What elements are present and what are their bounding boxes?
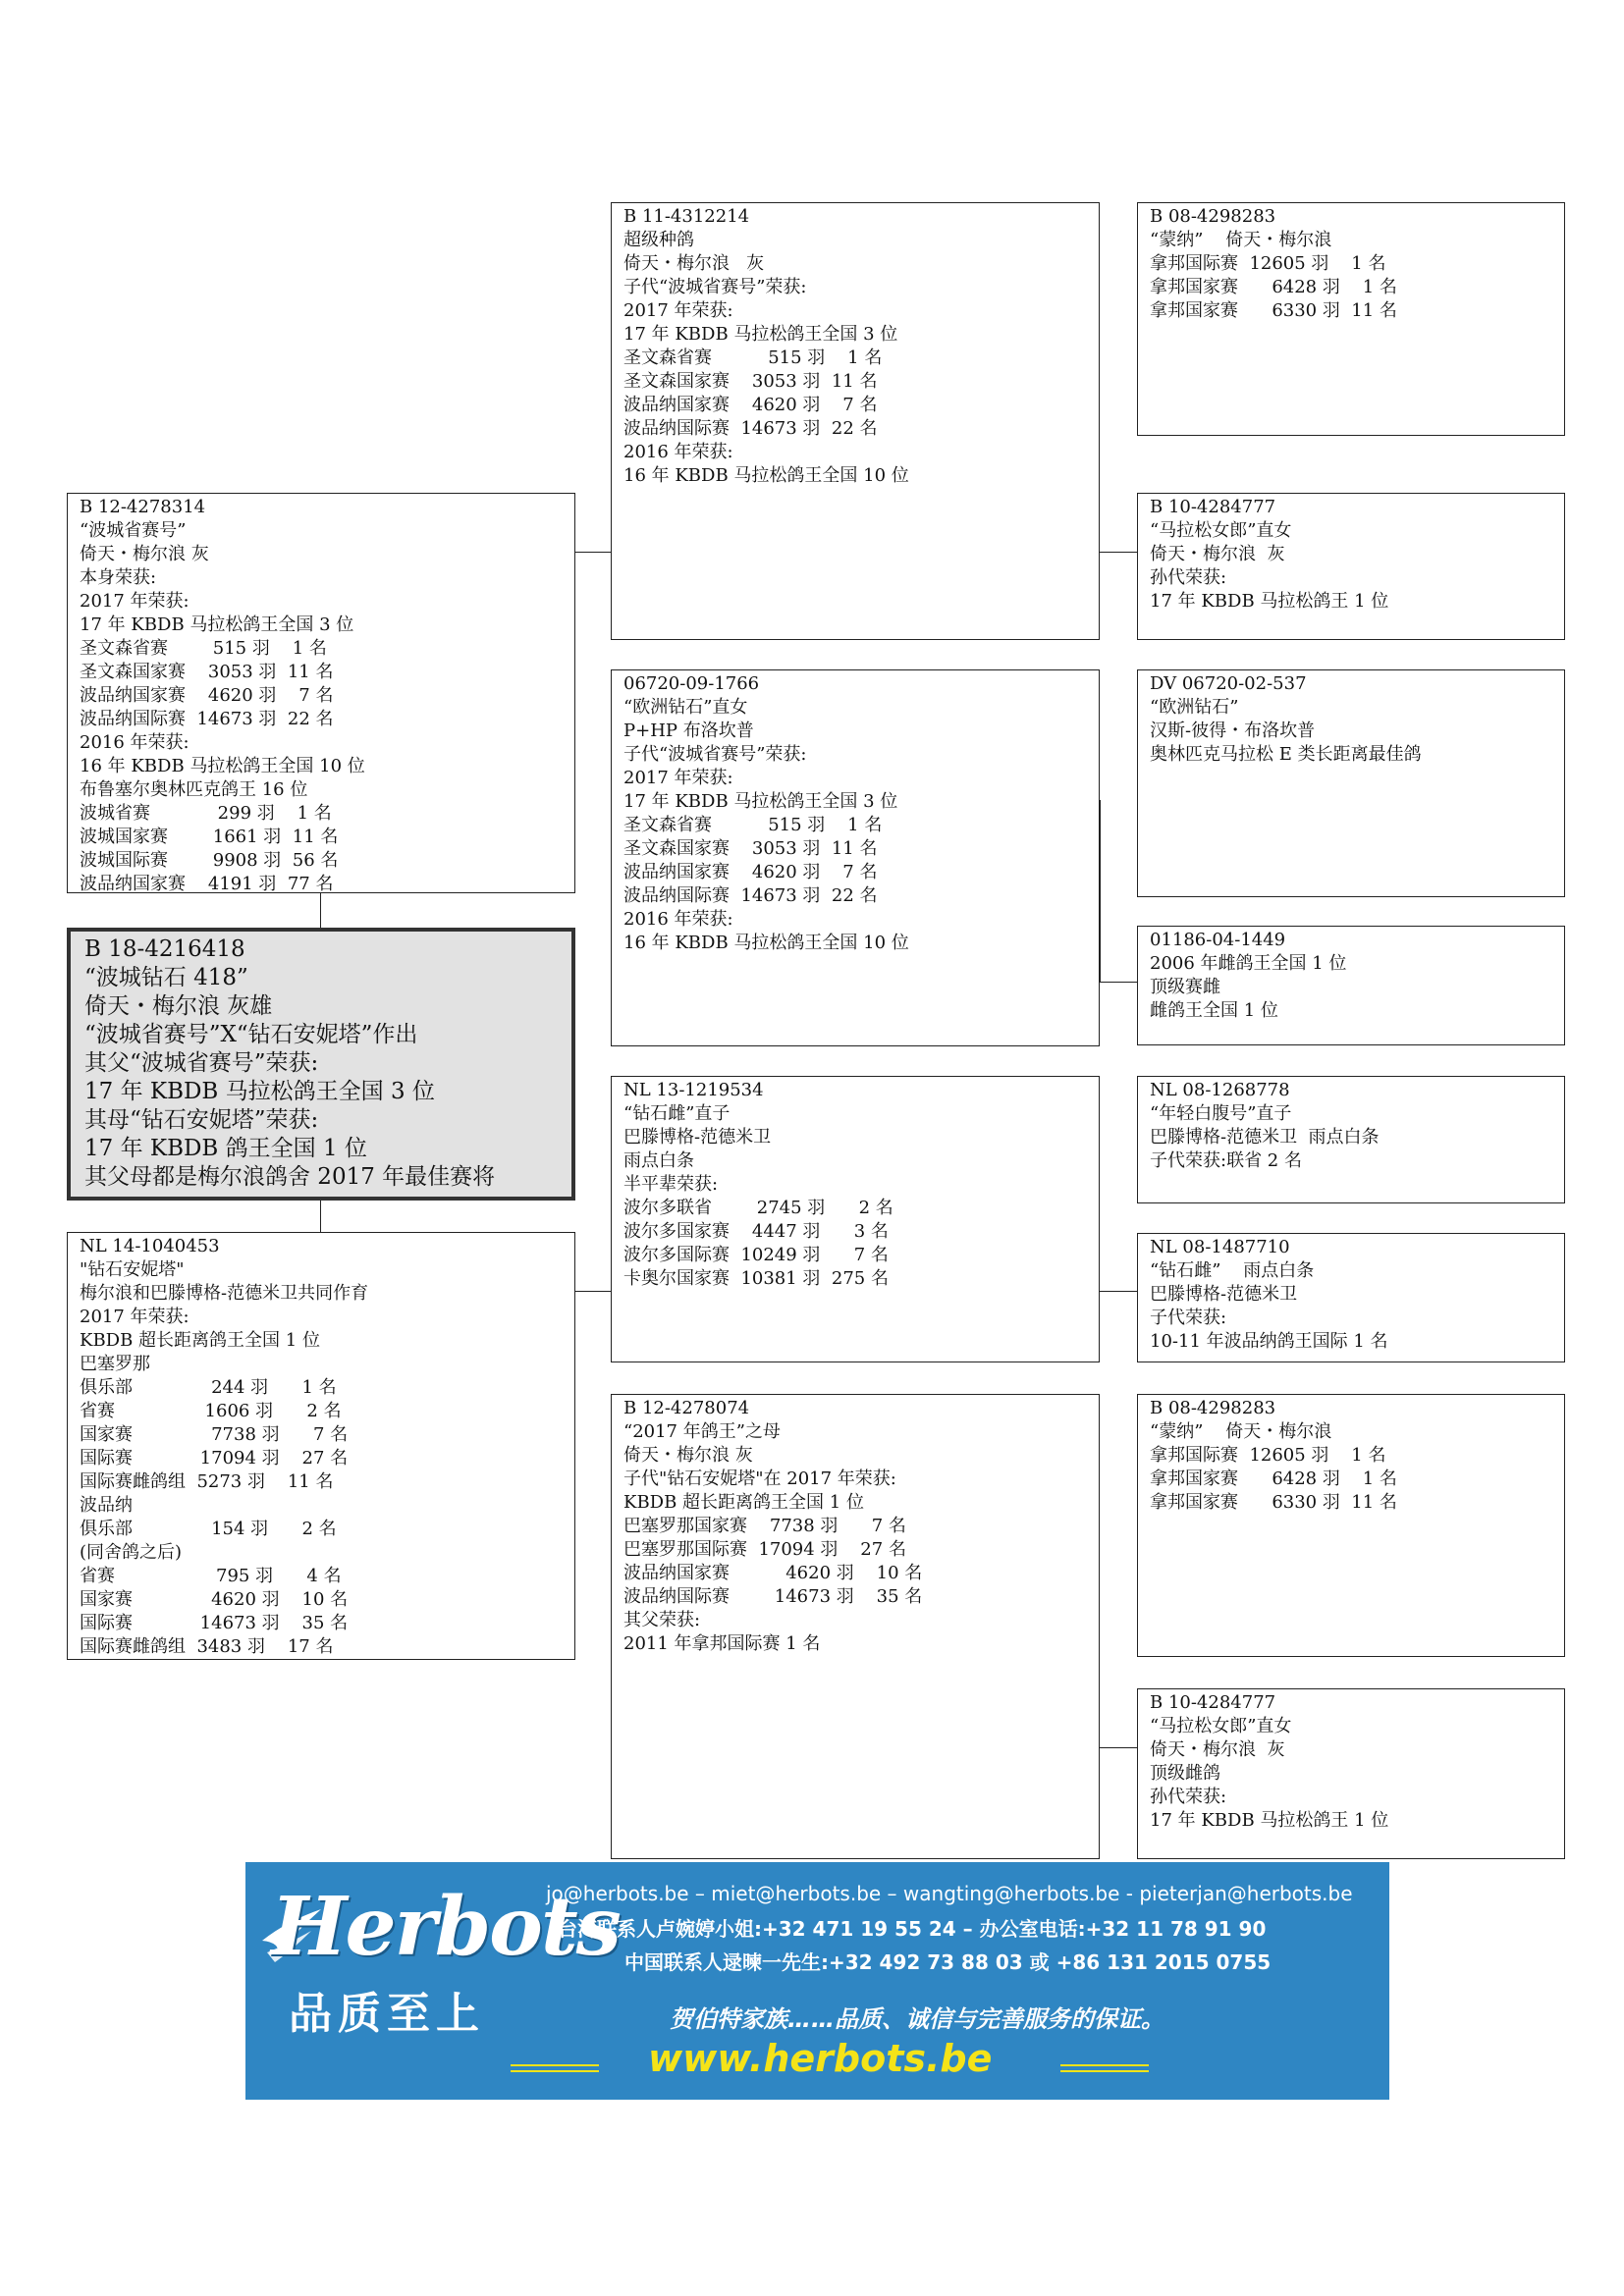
- info-line: 巴塞罗那: [80, 1354, 150, 1374]
- info-line: 波品纳国家赛 4620 羽 10 名: [623, 1563, 923, 1583]
- ring-number: B 08-4298283: [1150, 1398, 1276, 1418]
- info-line: 圣文森国家赛 3053 羽 11 名: [623, 371, 878, 392]
- info-line: 省赛 795 羽 4 名: [80, 1566, 342, 1586]
- info-line: 倚天・梅尔浪 灰: [80, 544, 209, 564]
- info-line: P+HP 布洛坎普: [623, 721, 754, 741]
- ring-number: 06720-09-1766: [623, 673, 760, 694]
- ring-number: B 11-4312214: [623, 206, 750, 227]
- info-line: “钻石雌”直子: [623, 1103, 731, 1124]
- info-line: 倚天・梅尔浪 灰: [1150, 1739, 1285, 1760]
- info-line: 波城国家赛 1661 羽 11 名: [80, 827, 339, 847]
- info-line: 2016 年荣获:: [623, 442, 733, 462]
- pigeon-name: "钻石安妮塔": [80, 1259, 185, 1280]
- info-line: 俱乐部 244 羽 1 名: [80, 1377, 337, 1398]
- info-line: 波品纳: [80, 1495, 133, 1516]
- info-line: 拿邦国际赛 12605 羽 1 名: [1150, 253, 1386, 274]
- info-line: 本身荣获:: [80, 567, 157, 588]
- info-line: “欧洲钻石”直女: [623, 697, 748, 718]
- info-line: 2017 年荣获:: [623, 768, 733, 788]
- info-line: 拿邦国家赛 6330 羽 11 名: [1150, 300, 1397, 321]
- info-line: 子代荣获:联省 2 名: [1150, 1150, 1302, 1171]
- info-line: 雨点白条: [623, 1150, 694, 1171]
- ring-number: B 10-4284777: [1150, 1692, 1276, 1713]
- info-line: “钻石雌” 雨点白条: [1150, 1260, 1315, 1281]
- ring-number: NL 14-1040453: [80, 1236, 220, 1256]
- info-line: 波品纳国家赛 4620 羽 7 名: [623, 862, 878, 882]
- info-line: 波尔多联省 2745 羽 2 名: [623, 1198, 893, 1218]
- subject-pigeon-card: [67, 928, 575, 1201]
- info-line: 国际赛雌鸽组 3483 羽 17 名: [80, 1636, 334, 1657]
- advertisement-banner: [245, 1862, 1389, 2100]
- info-line: 波品纳国际赛 14673 羽 22 名: [623, 885, 878, 906]
- info-line: 16 年 KBDB 马拉松鸽王全国 10 位: [623, 933, 909, 953]
- info-line: 2017 年荣获:: [623, 300, 733, 321]
- brand-logo: Herbots: [271, 1880, 620, 1974]
- info-line: 子代荣获:: [1150, 1308, 1227, 1328]
- info-line: “蒙纳” 倚天・梅尔浪: [1150, 230, 1332, 250]
- info-line: 汉斯-彼得・布洛坎普: [1150, 721, 1316, 741]
- info-line: 卡奥尔国家赛 10381 羽 275 名: [623, 1268, 889, 1289]
- ring-number: NL 08-1268778: [1150, 1080, 1290, 1100]
- info-line: 2016 年荣获:: [80, 732, 189, 753]
- info-line: KBDB 超长距离鸽王全国 1 位: [623, 1492, 864, 1513]
- info-line: 波品纳国家赛 4191 羽 77 名: [80, 874, 334, 894]
- info-line: 子代"钻石安妮塔"在 2017 年荣获:: [623, 1468, 896, 1489]
- info-line: (同舍鸽之后): [80, 1542, 183, 1563]
- dam-sire-card: [611, 1076, 1100, 1362]
- info-line: 圣文森省赛 515 羽 1 名: [623, 347, 883, 368]
- info-line: 巴塞罗那国际赛 17094 羽 27 名: [623, 1539, 906, 1560]
- connector-sire-branch: [573, 552, 611, 553]
- info-line: 16 年 KBDB 马拉松鸽王全国 10 位: [623, 465, 909, 486]
- info-line: 倚天・梅尔浪 灰: [623, 1445, 753, 1466]
- info-line: 顶级雌鸽: [1150, 1763, 1220, 1784]
- dd-sire-card: [1137, 1394, 1565, 1657]
- info-line: 波品纳国家赛 4620 羽 7 名: [80, 685, 334, 706]
- email-addresses: jo@herbots.be – miet@herbots.be – wangting@herbots.be - pieterjan@herbots.be: [546, 1882, 1353, 1905]
- info-line: 圣文森省赛 515 羽 1 名: [623, 815, 883, 835]
- info-line: 17 年 KBDB 马拉松鸽王全国 3 位: [80, 614, 354, 635]
- info-line: 2017 年荣获:: [80, 591, 189, 612]
- info-line: 省赛 1606 羽 2 名: [80, 1401, 342, 1421]
- dam-dam-card: [611, 1394, 1100, 1859]
- taiwan-contact: 台湾联系人卢婉婷小姐:+32 471 19 55 24 – 办公室电话:+32 11 78 91 90: [558, 1917, 1267, 1941]
- info-line: 半平辈荣获:: [623, 1174, 719, 1195]
- info-line: “蒙纳” 倚天・梅尔浪: [1150, 1421, 1332, 1442]
- ring-number: 01186-04-1449: [1150, 930, 1286, 950]
- slogan: 品质至上: [289, 1989, 485, 2039]
- info-line: 波城省赛 299 羽 1 名: [80, 803, 332, 824]
- ds-sire-card: [1137, 1076, 1565, 1203]
- info-line: 拿邦国际赛 12605 羽 1 名: [1150, 1445, 1386, 1466]
- info-line: 10-11 年波品纳鸽王国际 1 名: [1150, 1331, 1388, 1352]
- ring-number: B 12-4278074: [623, 1398, 750, 1418]
- ring-number: DV 06720-02-537: [1150, 673, 1307, 694]
- info-line: 其父母都是梅尔浪鸽舍 2017 年最佳赛将: [84, 1164, 496, 1190]
- ring-number: NL 13-1219534: [623, 1080, 764, 1100]
- info-line: 17 年 KBDB 马拉松鸽王全国 3 位: [623, 791, 898, 812]
- info-line: 波城国际赛 9908 羽 56 名: [80, 850, 339, 871]
- info-line: 17 年 KBDB 马拉松鸽王全国 3 位: [84, 1079, 435, 1104]
- sire-dam-card: [611, 669, 1100, 1046]
- info-line: 子代“波城省赛号”荣获:: [623, 744, 807, 765]
- info-line: “马拉松女郎”直女: [1150, 1716, 1292, 1736]
- ds-dam-card: [1137, 1233, 1565, 1362]
- info-line: 波品纳国际赛 14673 羽 22 名: [80, 709, 334, 729]
- info-line: 17 年 KBDB 马拉松鸽王 1 位: [1150, 1810, 1389, 1831]
- info-line: 16 年 KBDB 马拉松鸽王全国 10 位: [80, 756, 365, 776]
- info-line: “2017 年鸽王”之母: [623, 1421, 781, 1442]
- info-line: 圣文森省赛 515 羽 1 名: [80, 638, 327, 659]
- ss-sire-card: [1137, 202, 1565, 436]
- pigeon-name: “波城省赛号”: [80, 520, 187, 541]
- info-line: 国际赛 14673 羽 35 名: [80, 1613, 349, 1633]
- info-line: 顶级赛雌: [1150, 977, 1220, 997]
- connector-sd-branch: [1100, 982, 1137, 983]
- info-line: 孙代荣获:: [1150, 1787, 1227, 1807]
- info-line: 巴滕博格-范德米卫: [1150, 1284, 1298, 1305]
- connector-subject-sire: [320, 893, 321, 928]
- sire-sire-card: [611, 202, 1100, 640]
- info-line: 孙代荣获:: [1150, 567, 1227, 588]
- info-line: 子代“波城省赛号”荣获:: [623, 277, 807, 297]
- motto: 贺伯特家族……品质、诚信与完善服务的保证。: [670, 2005, 1164, 2033]
- info-line: 2011 年拿邦国际赛 1 名: [623, 1633, 821, 1654]
- info-line: 其父荣获:: [623, 1610, 701, 1630]
- info-line: 波尔多国际赛 10249 羽 7 名: [623, 1245, 889, 1265]
- info-line: 2017 年荣获:: [80, 1307, 189, 1327]
- sd-sire-card: [1137, 669, 1565, 897]
- dam-card: [67, 1232, 575, 1660]
- ss-dam-card: [1137, 493, 1565, 640]
- sd-dam-card: [1137, 926, 1565, 1045]
- info-line: 波品纳国际赛 14673 羽 35 名: [623, 1586, 923, 1607]
- info-line: 倚天・梅尔浪 灰: [623, 253, 765, 274]
- decorative-line-left: [511, 2064, 599, 2066]
- breeder-color: 倚天・梅尔浪 灰雄: [84, 993, 273, 1019]
- info-line: “年轻白腹号”直子: [1150, 1103, 1292, 1124]
- info-line: 俱乐部 154 羽 2 名: [80, 1519, 337, 1539]
- info-line: 其父“波城省赛号”荣获:: [84, 1050, 319, 1076]
- info-line: 梅尔浪和巴滕博格-范德米卫共同作育: [80, 1283, 369, 1304]
- connector-sd-vertical: [1100, 800, 1101, 982]
- dd-dam-card: [1137, 1688, 1565, 1859]
- info-line: 国家赛 7738 羽 7 名: [80, 1424, 349, 1445]
- sire-card: [67, 493, 575, 893]
- info-line: 其母“钻石安妮塔”荣获:: [84, 1107, 319, 1133]
- info-line: 国家赛 4620 羽 10 名: [80, 1589, 349, 1610]
- ring-number: NL 08-1487710: [1150, 1237, 1290, 1257]
- info-line: 拿邦国家赛 6330 羽 11 名: [1150, 1492, 1397, 1513]
- ring-number: B 10-4284777: [1150, 497, 1276, 517]
- info-line: 波品纳国家赛 4620 羽 7 名: [623, 395, 878, 415]
- ring-number: B 12-4278314: [80, 497, 206, 517]
- decorative-line-right: [1060, 2064, 1149, 2066]
- connector-ss-branch: [1100, 552, 1137, 553]
- info-line: 国际赛雌鸽组 5273 羽 11 名: [80, 1471, 334, 1492]
- connector-dam-branch: [573, 1291, 611, 1292]
- info-line: 圣文森国家赛 3053 羽 11 名: [80, 662, 334, 682]
- connector-subject-dam: [320, 1200, 321, 1232]
- info-line: 波尔多国家赛 4447 羽 3 名: [623, 1221, 889, 1242]
- info-line: “欧洲钻石”: [1150, 697, 1239, 718]
- info-line: 圣文森国家赛 3053 羽 11 名: [623, 838, 878, 859]
- info-line: 奥林匹克马拉松 E 类长距离最佳鸽: [1150, 744, 1422, 765]
- info-line: 倚天・梅尔浪 灰: [1150, 544, 1285, 564]
- info-line: 2006 年雌鸽王全国 1 位: [1150, 953, 1347, 974]
- china-contact: 中国联系人逯暕一先生:+32 492 73 88 03 或 +86 131 2015 0755: [624, 1950, 1272, 1974]
- info-line: 布鲁塞尔奥林匹克鸽王 16 位: [80, 779, 308, 800]
- info-line: 17 年 KBDB 马拉松鸽王全国 3 位: [623, 324, 898, 345]
- info-line: 拿邦国家赛 6428 羽 1 名: [1150, 277, 1397, 297]
- website-link[interactable]: www.herbots.be: [648, 2037, 993, 2080]
- info-line: 17 年 KBDB 马拉松鸽王 1 位: [1150, 591, 1389, 612]
- connector-dd-branch: [1100, 1747, 1137, 1748]
- ring-number: B 08-4298283: [1150, 206, 1276, 227]
- ring-number: B 18-4216418: [84, 936, 245, 962]
- info-line: 波品纳国际赛 14673 羽 22 名: [623, 418, 878, 439]
- info-line: 巴滕博格-范德米卫: [623, 1127, 772, 1148]
- pigeon-name: “波城钻石 418”: [84, 965, 248, 990]
- info-line: 17 年 KBDB 鸽王全国 1 位: [84, 1136, 367, 1161]
- info-line: 巴滕博格-范德米卫 雨点白条: [1150, 1127, 1380, 1148]
- info-line: 超级种鸽: [623, 230, 694, 250]
- info-line: 巴塞罗那国家赛 7738 羽 7 名: [623, 1516, 906, 1536]
- info-line: KBDB 超长距离鸽王全国 1 位: [80, 1330, 320, 1351]
- info-line: 2016 年荣获:: [623, 909, 733, 930]
- info-line: 国际赛 17094 羽 27 名: [80, 1448, 349, 1468]
- info-line: “马拉松女郎”直女: [1150, 520, 1292, 541]
- parentage: “波城省赛号”X“钻石安妮塔”作出: [84, 1022, 418, 1047]
- info-line: 拿邦国家赛 6428 羽 1 名: [1150, 1468, 1397, 1489]
- info-line: 雌鸽王全国 1 位: [1150, 1000, 1278, 1021]
- connector-ds-branch: [1100, 1291, 1137, 1292]
